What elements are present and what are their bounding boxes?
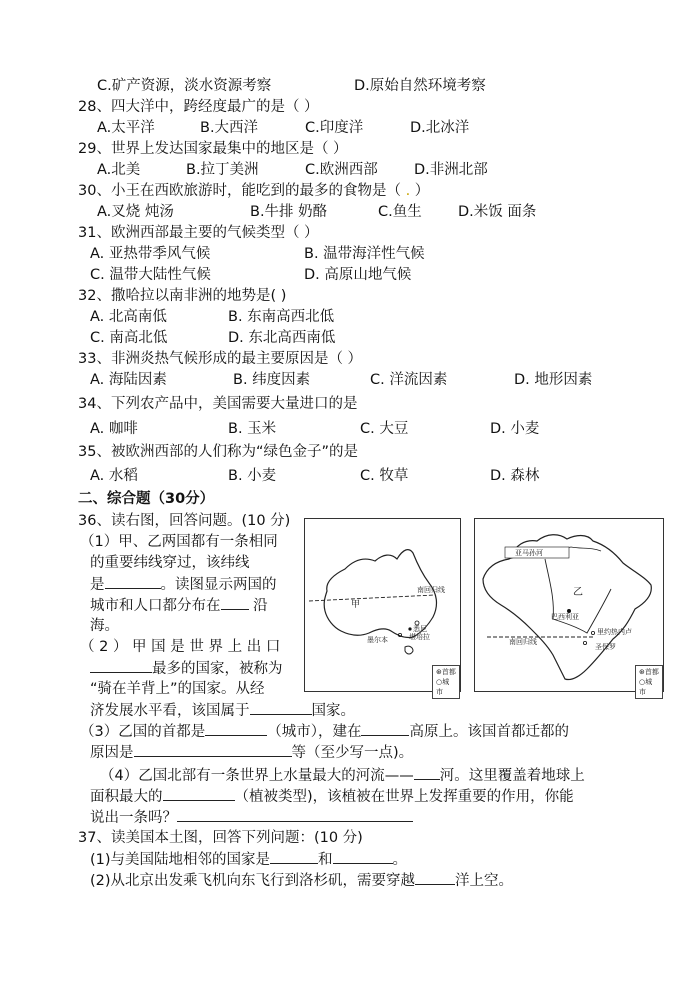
q32-option-c: C. 南高北低	[90, 330, 168, 346]
q29-option-d: D.非洲北部	[414, 162, 488, 178]
q30-option-b: B.牛排 奶酪	[250, 204, 328, 220]
q32-stem: 32、撒哈拉以南非洲的地势是( )	[78, 288, 287, 304]
q37-part1: (1)与美国陆地相邻的国家是 和 。	[90, 849, 407, 870]
q36-p1-line1: （1）甲、乙两国都有一条相同	[80, 534, 278, 550]
q32-option-d: D. 东北高西南低	[228, 330, 336, 346]
q36-p2-line2: 最多的国家，被称为	[90, 658, 283, 679]
q35-option-a: A. 水稻	[90, 468, 138, 484]
saopaulo-label: 圣保罗	[595, 643, 616, 651]
brasilia-label: 巴西利亚	[551, 613, 579, 621]
br-tropic-label: 南回归线	[509, 638, 537, 646]
q36-p1-line3: 是 。读图显示两国的	[90, 574, 277, 595]
q27-option-c: C.矿产资源，淡水资源考察	[97, 78, 272, 94]
q30-option-c: C.鱼生	[378, 204, 422, 220]
q37-part2: (2)从北京出发乘飞机向东飞行到洛杉矶，需要穿越 洋上空。	[90, 870, 513, 891]
q32-option-b: B. 东南高西北低	[228, 309, 335, 325]
q34-option-a: A. 咖啡	[90, 421, 138, 437]
section-2-heading: 二、综合题（30分）	[78, 491, 215, 507]
q36-blank-latitude[interactable]	[105, 574, 161, 589]
q37-blank-ocean[interactable]	[415, 870, 455, 885]
q37-blank-neighbor2[interactable]	[333, 849, 393, 864]
q34-option-b: B. 玉米	[228, 421, 277, 437]
q35-stem: 35、被欧洲西部的人们称为“绿色金子”的是	[78, 444, 358, 460]
q28-option-b: B.大西洋	[200, 120, 259, 136]
q36-blank-capital[interactable]	[205, 721, 267, 736]
q36-p2-line3: “骑在羊背上”的国家。从经	[90, 681, 265, 697]
q36-blank-export[interactable]	[90, 658, 152, 673]
rio-label: 里约热内卢	[597, 628, 632, 636]
q27-option-d: D.原始自然环境考察	[354, 78, 486, 94]
q28-option-c: C.印度洋	[305, 120, 364, 136]
q35-option-b: B. 小麦	[228, 468, 277, 484]
q36-p2-line4: 济发展水平看，该国属于 国家。	[90, 700, 355, 721]
q29-option-b: B.拉丁美洲	[186, 162, 259, 178]
jia-label: 甲	[351, 600, 361, 610]
melbourne-label: 墨尔本	[367, 636, 388, 644]
tropic-label: 南回归线	[417, 586, 445, 594]
q31-option-b: B. 温带海洋性气候	[304, 246, 425, 262]
q32-option-a: A. 北高南低	[90, 309, 167, 325]
q28-stem: 28、四大洋中，跨经度最广的是（ ）	[78, 99, 319, 115]
q30-stem: 30、小王在西欧旅游时，能吃到的最多的食物是（ . ）	[78, 183, 430, 199]
q36-p3-line2: 原因是 等（至少写一点)。	[90, 742, 413, 763]
q34-option-d: D. 小麦	[490, 421, 540, 437]
q29-option-a: A.北美	[97, 162, 141, 178]
q28-option-d: D.北冰洋	[410, 120, 470, 136]
q36-blank-vegetation[interactable]	[163, 786, 235, 801]
q36-p4-line1: （4）乙国北部有一条世界上水量最大的河流—— 河。这里覆盖着地球上	[100, 765, 585, 786]
q28-option-a: A.太平洋	[97, 120, 155, 136]
q33-option-a: A. 海陆因素	[90, 372, 167, 388]
q30-option-a: A.叉烧 炖汤	[97, 204, 174, 220]
q31-option-c: C. 温带大陆性气候	[90, 267, 211, 283]
q29-stem: 29、世界上发达国家最集中的地区是（ ）	[78, 141, 348, 157]
australia-map	[304, 518, 461, 696]
q34-stem: 34、下列农产品中，美国需要大量进口的是	[78, 396, 358, 412]
canberra-label: 堪培拉	[409, 633, 430, 641]
sydney-label: 悉尼	[413, 625, 427, 633]
q36-blank-plateau[interactable]	[361, 721, 409, 736]
q36-blank-development[interactable]	[250, 700, 312, 715]
q36-p1-line5: 海。	[90, 618, 119, 634]
brazil-map-legend: ⊛首都 ○城市	[635, 665, 663, 699]
q35-option-d: D. 森林	[490, 468, 540, 484]
q29-option-c: C.欧洲西部	[305, 162, 378, 178]
q35-option-c: C. 牧草	[360, 468, 409, 484]
q36-blank-reason[interactable]	[134, 742, 292, 757]
q36-blank-river[interactable]	[414, 765, 440, 780]
q36-p1-line4: 城市和人口都分布在 沿	[90, 595, 268, 616]
q36-p4-line3: 说出一条吗？	[90, 807, 413, 828]
q36-p1-line2: 的重要纬线穿过，该纬线	[90, 555, 250, 571]
q30-option-d: D.米饭 面条	[458, 204, 537, 220]
q31-stem: 31、欧洲西部最主要的气候类型（ ）	[78, 225, 319, 241]
river-label: 亚马孙河	[515, 549, 543, 557]
q36-blank-coast[interactable]	[221, 595, 249, 610]
q36-p4-line2: 面积最大的 （植被类型)，该植被在世界上发挥重要的作用，你能	[90, 786, 574, 807]
q36-stem: 36、读右图，回答问题。(10 分)	[78, 513, 291, 529]
canberra-dot	[408, 627, 411, 630]
q34-option-c: C. 大豆	[360, 421, 409, 437]
q36-p3-line1: （3）乙国的首都是 （城市），建在 高原上。该国首都迁都的	[80, 721, 569, 742]
brazil-map	[474, 518, 664, 696]
yi-label: 乙	[573, 587, 583, 598]
tasmania-outline	[405, 646, 413, 654]
q37-blank-neighbor1[interactable]	[270, 849, 318, 864]
q31-option-d: D. 高原山地气候	[304, 267, 412, 283]
australia-map-legend: ⊛首都 ○城市	[432, 665, 460, 699]
q36-p2-line1: （ 2 ） 甲 国 是 世 界 上 出 口	[80, 639, 281, 655]
q33-stem: 33、非洲炎热气候形成的最主要原因是（ ）	[78, 351, 363, 367]
q37-stem: 37、读美国本土图，回答下列问题：(10 分)	[78, 830, 363, 846]
q33-option-d: D. 地形因素	[514, 372, 593, 388]
q36-blank-role[interactable]	[177, 807, 413, 822]
q31-option-a: A. 亚热带季风气候	[90, 246, 211, 262]
q33-option-c: C. 洋流因素	[370, 372, 448, 388]
q33-option-b: B. 纬度因素	[233, 372, 311, 388]
